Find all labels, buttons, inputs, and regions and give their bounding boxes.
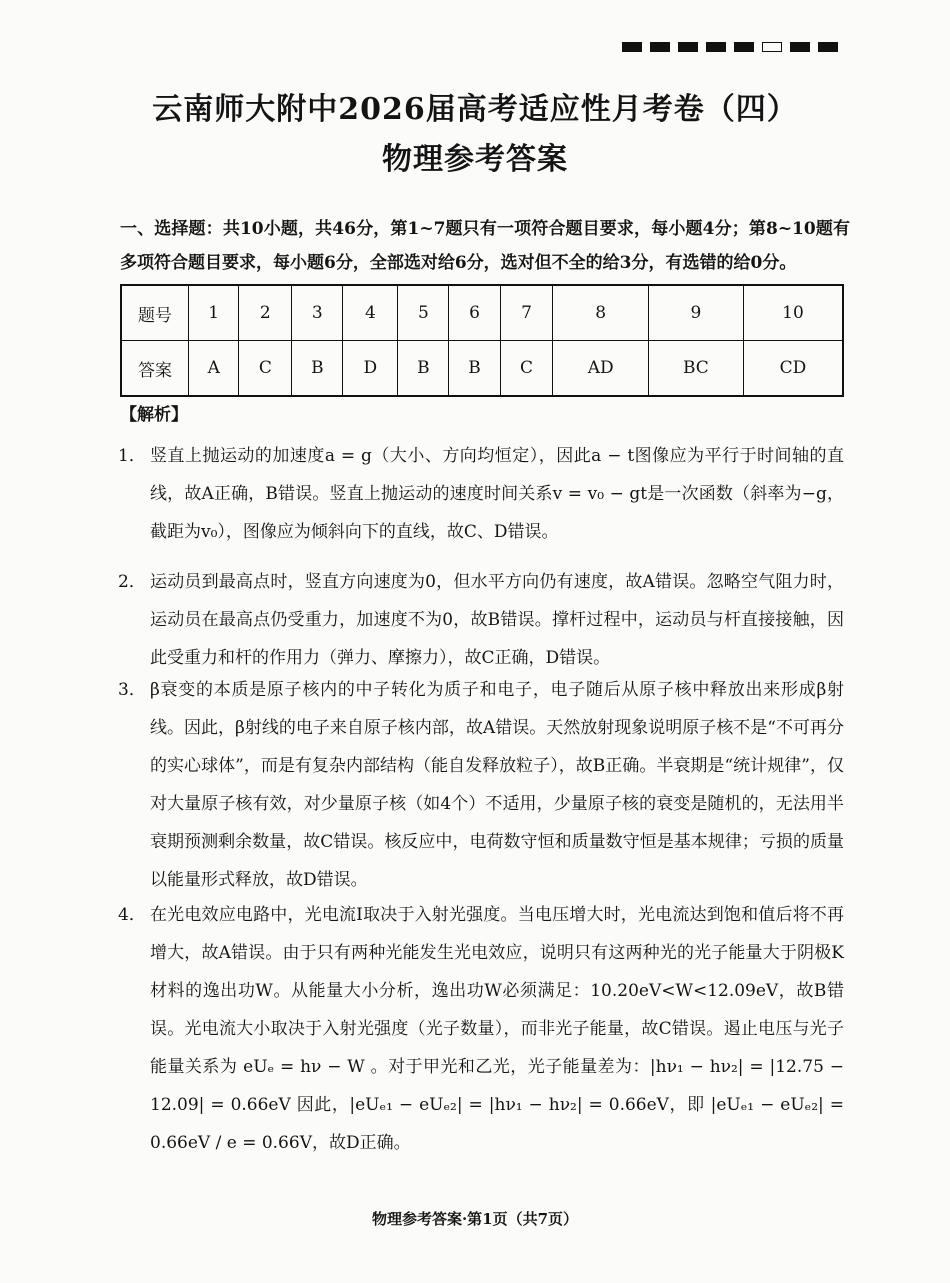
question-number: 8 — [553, 285, 648, 341]
answer-cell: BC — [648, 341, 743, 397]
answer-cell: B — [292, 341, 343, 397]
question-number: 5 — [398, 285, 449, 341]
item-text: 在光电效应电路中，光电流I取决于入射光强度。当电压增大时，光电流达到饱和值后将不再增大，故A错误。由于只有两种光能发生光电效应，说明只有这两种光的光子能量大于阴极K材料的逸出功W。从能量大小分析，逸出功W必须满足：10.20eV<W<12.09eV，故B错误。光电流大小取决于入射光强度（光子数量），而非光子能量，故C错误。遏止电压与光子能量关系为 eUₑ = hν − W 。对于甲光和乙光，光子能量差为：|hν₁ − hν₂| = |12.75 − 12.09| = 0.66eV 因此，|eUₑ₁ − eUₑ₂| = |hν₁ − hν₂| = 0.66eV，即 |eUₑ₁ − eUₑ₂| = 0.66eV / e = 0.66V，故D正确。 — [150, 905, 844, 1153]
question-row — [121, 285, 843, 341]
registration-mark — [706, 42, 726, 52]
question-number: 3 — [292, 285, 343, 341]
question-number: 2 — [239, 285, 292, 341]
answer-row-label: 答案 — [121, 341, 189, 397]
analysis-item — [118, 437, 844, 551]
section-intro: 一、选择题：共10小题，共46分，第1~7题只有一项符合题目要求，每小题4分；第8~10题有多项符合题目要求，每小题6分，全部选对给6分，选对但不全的给3分，有选错的给0分。 — [120, 219, 850, 273]
analysis-item — [118, 671, 844, 899]
analysis-item — [118, 563, 844, 677]
registration-mark — [678, 42, 698, 52]
answer-row — [121, 341, 843, 397]
page-footer: 物理参考答案·第1页（共7页） — [371, 1210, 579, 1228]
answer-cell: AD — [553, 341, 648, 397]
item-number: 1． — [118, 446, 146, 466]
analysis-item — [118, 896, 844, 1162]
item-number: 4． — [118, 905, 146, 925]
registration-mark — [622, 42, 642, 52]
registration-marks — [622, 42, 838, 52]
question-number: 4 — [343, 285, 398, 341]
document-title: 云南师大附中2026届高考适应性月考卷（四） — [152, 92, 798, 127]
analysis-heading: 【解析】 — [120, 405, 188, 425]
answer-cell: B — [449, 341, 500, 397]
question-number: 9 — [648, 285, 743, 341]
item-text: 运动员到最高点时，竖直方向速度为0，但水平方向仍有速度，故A错误。忽略空气阻力时，运动员在最高点仍受重力，加速度不为0，故B错误。撑杆过程中，运动员与杆直接接触，因此受重力和杆的作用力（弹力、摩擦力），故C正确，D错误。 — [150, 572, 844, 668]
item-text: 竖直上抛运动的加速度a = g（大小、方向均恒定），因此a − t图像应为平行于时间轴的直线，故A正确，B错误。竖直上抛运动的速度时间关系v = v₀ − gt是一次函数（斜率为−g，截距为v₀），图像应为倾斜向下的直线，故C、D错误。 — [150, 446, 844, 542]
answer-cell: C — [239, 341, 292, 397]
registration-mark — [734, 42, 754, 52]
answer-cell: A — [189, 341, 239, 397]
answer-cell: C — [500, 341, 553, 397]
document-subtitle: 物理参考答案 — [382, 142, 568, 177]
answer-table — [120, 284, 844, 397]
answer-cell: CD — [743, 341, 843, 397]
item-number: 2． — [118, 572, 146, 592]
question-row-label: 题号 — [121, 285, 189, 341]
answer-cell: B — [398, 341, 449, 397]
item-text: β衰变的本质是原子核内的中子转化为质子和电子，电子随后从原子核中释放出来形成β射线。因此，β射线的电子来自原子核内部，故A错误。天然放射现象说明原子核不是“不可再分的实心球体”，而是有复杂内部结构（能自发释放粒子），故B正确。半衰期是“统计规律”，仅对大量原子核有效，对少量原子核（如4个）不适用，少量原子核的衰变是随机的，无法用半衰期预测剩余数量，故C错误。核反应中，电荷数守恒和质量数守恒是基本规律；亏损的质量以能量形式释放，故D错误。 — [150, 680, 844, 890]
question-number: 7 — [500, 285, 553, 341]
question-number: 6 — [449, 285, 500, 341]
question-number: 1 — [189, 285, 239, 341]
item-number: 3． — [118, 680, 146, 700]
answer-cell: D — [343, 341, 398, 397]
question-number: 10 — [743, 285, 843, 341]
registration-mark — [790, 42, 810, 52]
registration-mark — [650, 42, 670, 52]
registration-mark-hollow — [762, 42, 782, 52]
registration-mark — [818, 42, 838, 52]
